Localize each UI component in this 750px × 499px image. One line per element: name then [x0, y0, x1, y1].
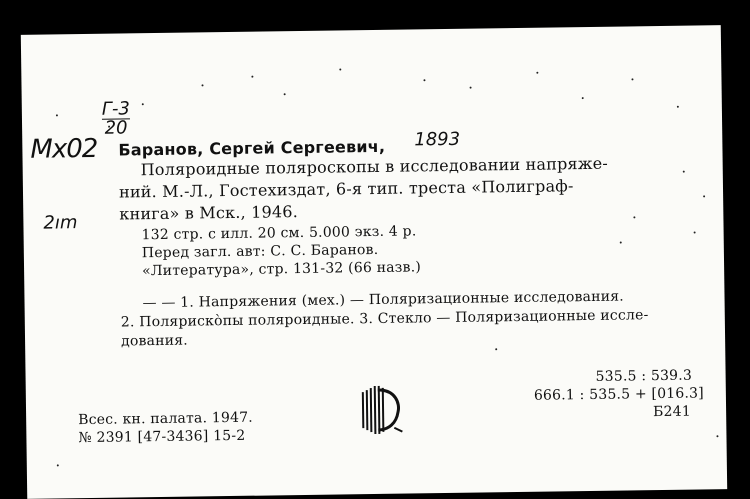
- shelfmark: Mx02: [30, 133, 98, 165]
- classification-udc: 535.5 : 539.3: [595, 367, 693, 385]
- bibliography-note: «Литература», стр. 131-32 (66 назв.): [141, 259, 422, 280]
- title-line-2: ний. М.-Л., Гостехиздат, 6-я тип. треста «Полиграф-: [118, 176, 574, 202]
- title-line-3: книга» в Мск., 1946.: [119, 202, 299, 224]
- fraction-top: Г-3: [101, 98, 130, 120]
- title-line-1: Поляроидные поляроскопы в исследовании напряже-: [140, 153, 609, 180]
- handwritten-fraction: [101, 98, 130, 139]
- book-chamber-emblem-icon: [356, 382, 407, 439]
- classification-udc-2: 666.1 : 535.5 + [016.3]: [533, 385, 704, 404]
- book-chamber-line-1: Всес. кн. палата. 1947.: [78, 409, 254, 429]
- tracing-line-2: 2. Поляриско̀пы поляроидные. 3. Стекло — Поляризационные иссле-: [120, 307, 649, 331]
- card-texture: [21, 25, 721, 35]
- tracing-line-3: дования.: [120, 332, 189, 350]
- fraction-bottom: 20: [104, 117, 128, 139]
- author-birth-year: 1893: [414, 128, 461, 151]
- author-note: Перед загл. авт: С. С. Баранов.: [141, 241, 379, 262]
- author-mark: Б241: [653, 403, 692, 421]
- author-heading: Баранов, Сергей Сергеевич,: [118, 136, 386, 160]
- tracing-line-1: — — 1. Напряжения (мех.) — Поляризационные исследования.: [142, 288, 625, 312]
- physical-description: 132 стр. с илл. 20 см. 5.000 экз. 4 р.: [141, 223, 417, 244]
- catalog-card: [21, 25, 727, 499]
- book-chamber-line-2: № 2391 [47-3436] 15-2: [78, 427, 246, 447]
- handwritten-scribble: 2ım: [43, 212, 78, 234]
